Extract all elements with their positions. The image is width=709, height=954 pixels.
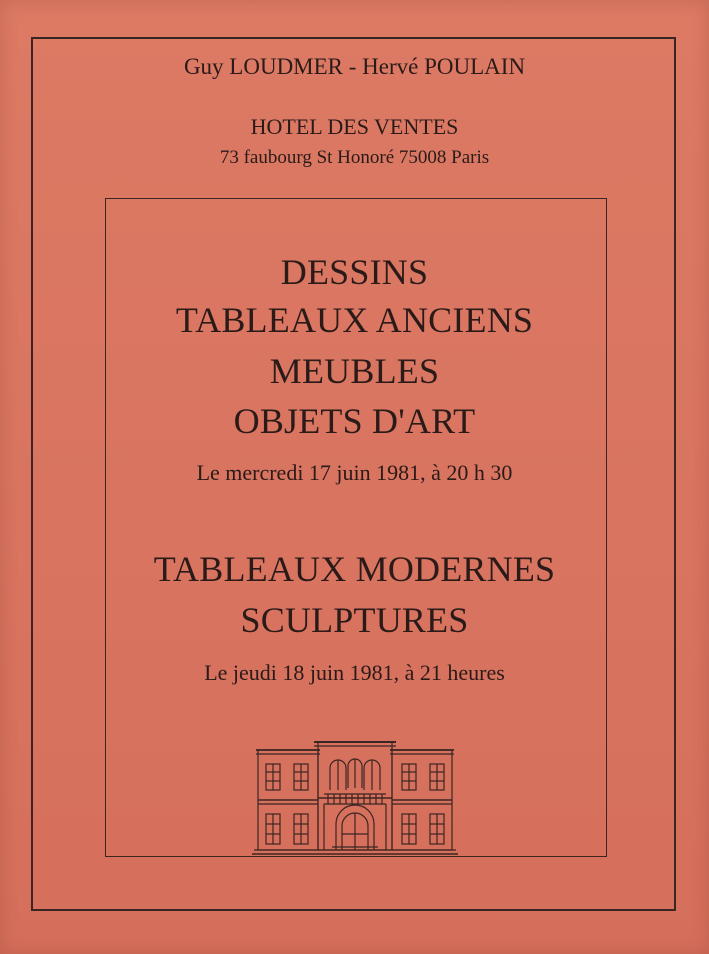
auctioneers-line: Guy LOUDMER - Hervé POULAIN xyxy=(183,54,526,79)
hotel-building-icon xyxy=(252,738,458,856)
sale-one-heading-line2: TABLEAUX ANCIENS xyxy=(175,300,534,340)
sale-one-heading-line3: MEUBLES xyxy=(269,351,440,391)
sale-one-heading-line4: OBJETS D'ART xyxy=(233,401,476,441)
sale-one-heading-line1: DESSINS xyxy=(280,252,429,292)
venue-address: 73 faubourg St Honoré 75008 Paris xyxy=(219,147,490,168)
venue-name: HOTEL DES VENTES xyxy=(250,114,459,139)
sale-two-date: Le jeudi 18 juin 1981, à 21 heures xyxy=(204,660,505,685)
sale-two-heading-line1: TABLEAUX MODERNES xyxy=(153,549,556,589)
sale-one-date: Le mercredi 17 juin 1981, à 20 h 30 xyxy=(196,460,513,485)
sale-two-heading-line2: SCULPTURES xyxy=(240,600,469,640)
